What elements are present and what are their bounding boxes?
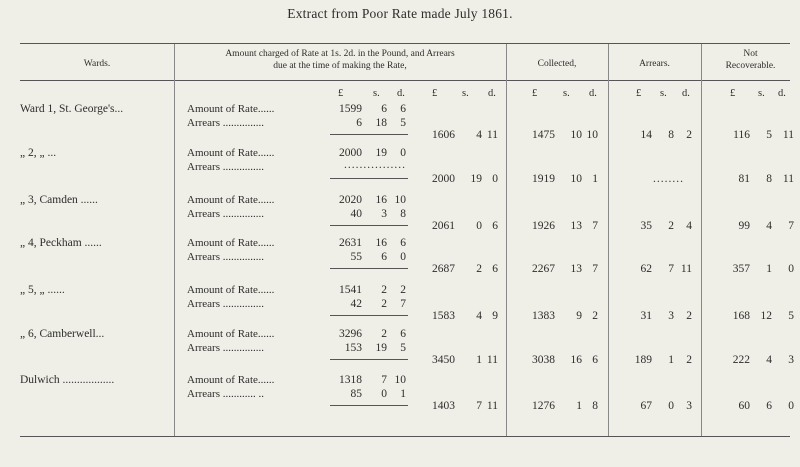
arrears-label: Arrears ............... (187, 298, 264, 310)
collected-pence: 7 (592, 263, 598, 275)
ward-name: „ 3, Camden ...... (20, 194, 98, 206)
sum-rule (330, 225, 408, 226)
unit-pence: d. (682, 88, 690, 99)
header-bottom-rule (20, 80, 790, 81)
collected-pounds: 1383 (532, 310, 555, 322)
arrears-due-pence: 1 (400, 388, 406, 400)
collected-shillings: 16 (570, 354, 582, 366)
column-divider (701, 44, 702, 436)
rate-pounds: 2020 (339, 194, 362, 206)
total-shillings: 1 (476, 354, 482, 366)
arrears-pounds: 35 (640, 220, 652, 232)
arrears-pounds: 67 (640, 400, 652, 412)
not-recoverable-shillings: 5 (766, 129, 772, 141)
rate-pounds: 1599 (339, 103, 362, 115)
unit-pence: d. (488, 88, 496, 99)
total-pence: 11 (486, 354, 498, 366)
column-divider (506, 44, 507, 436)
column-divider (174, 44, 175, 436)
ward-name: „ 2, „ ... (20, 147, 57, 159)
arrears-label: Arrears ............... (187, 208, 264, 220)
table-bottom-rule (20, 436, 790, 437)
amount-of-rate-label: Amount of Rate...... (187, 103, 275, 115)
total-pounds: 1403 (432, 400, 455, 412)
arrears-shillings: 8 (668, 129, 674, 141)
ward-name: Ward 1, St. George's... (20, 103, 124, 115)
rate-pence: 6 (400, 237, 406, 249)
arrears-due-shillings: 6 (381, 251, 387, 263)
arrears-due-shillings: 0 (381, 388, 387, 400)
arrears-pence: 11 (680, 263, 692, 275)
arrears-label: Arrears ............... (187, 117, 264, 129)
arrears-due-pence: 5 (400, 117, 406, 129)
not-recoverable-pence: 11 (782, 129, 794, 141)
not-recoverable-pounds: 357 (732, 263, 750, 275)
arrears-due-pounds: 40 (350, 208, 362, 220)
not-recoverable-shillings: 4 (766, 220, 772, 232)
not-recoverable-pence: 5 (788, 310, 794, 322)
total-pounds: 2000 (432, 173, 455, 185)
rate-shillings: 2 (381, 284, 387, 296)
rate-pence: 2 (400, 284, 406, 296)
total-pence: 6 (492, 263, 498, 275)
total-pence: 9 (492, 310, 498, 322)
not-recoverable-pence: 0 (788, 400, 794, 412)
collected-pence: 8 (592, 400, 598, 412)
arrears-pounds: 14 (640, 129, 652, 141)
sum-rule (330, 268, 408, 269)
collected-pence: 6 (592, 354, 598, 366)
collected-shillings: 13 (570, 263, 582, 275)
not-recoverable-pounds: 168 (732, 310, 750, 322)
total-shillings: 19 (470, 173, 482, 185)
arrears-pounds: 31 (640, 310, 652, 322)
total-pence: 6 (492, 220, 498, 232)
sum-rule (330, 134, 408, 135)
header-not-recoverable-line2: Recoverable. (725, 61, 776, 71)
unit-shillings: s. (563, 88, 570, 99)
not-recoverable-pounds: 60 (738, 400, 750, 412)
not-recoverable-pounds: 222 (732, 354, 750, 366)
collected-pounds: 1276 (532, 400, 555, 412)
amount-of-rate-label: Amount of Rate...... (187, 328, 275, 340)
ward-name: Dulwich .................. (20, 374, 115, 386)
unit-pounds: £ (338, 88, 344, 99)
unit-shillings: s. (660, 88, 667, 99)
rate-pence: 10 (394, 374, 406, 386)
header-collected: Collected, (537, 59, 577, 69)
rate-pounds: 1541 (339, 284, 362, 296)
arrears-due-pounds: 153 (344, 342, 362, 354)
ward-name: „ 5, „ ...... (20, 284, 65, 296)
header-not-recoverable-line1: Not (743, 49, 758, 59)
rate-pence: 6 (400, 328, 406, 340)
rate-shillings: 2 (381, 328, 387, 340)
rate-pounds: 2000 (339, 147, 362, 159)
total-pounds: 3450 (432, 354, 455, 366)
arrears-due-empty: ................ (344, 159, 406, 171)
rate-pence: 6 (400, 103, 406, 115)
not-recoverable-pounds: 116 (733, 129, 750, 141)
rate-pounds: 3296 (339, 328, 362, 340)
header-amount-line2: due at the time of making the Rate, (273, 61, 407, 71)
sum-rule (330, 405, 408, 406)
not-recoverable-shillings: 6 (766, 400, 772, 412)
total-pence: 11 (486, 129, 498, 141)
collected-pounds: 1926 (532, 220, 555, 232)
collected-pence: 10 (586, 129, 598, 141)
arrears-due-shillings: 19 (375, 342, 387, 354)
collected-pence: 1 (592, 173, 598, 185)
not-recoverable-shillings: 4 (766, 354, 772, 366)
arrears-due-pounds: 42 (350, 298, 362, 310)
arrears-due-pounds: 6 (356, 117, 362, 129)
arrears-due-shillings: 18 (375, 117, 387, 129)
not-recoverable-pence: 3 (788, 354, 794, 366)
arrears-due-shillings: 3 (381, 208, 387, 220)
collected-pounds: 2267 (532, 263, 555, 275)
arrears-pence: 4 (686, 220, 692, 232)
total-shillings: 4 (476, 129, 482, 141)
total-pounds: 1583 (432, 310, 455, 322)
collected-pounds: 1475 (532, 129, 555, 141)
amount-of-rate-label: Amount of Rate...... (187, 194, 275, 206)
not-recoverable-shillings: 12 (760, 310, 772, 322)
arrears-shillings: 2 (668, 220, 674, 232)
page-title: Extract from Poor Rate made July 1861. (287, 6, 513, 21)
arrears-due-pence: 5 (400, 342, 406, 354)
arrears-due-pounds: 55 (350, 251, 362, 263)
arrears-shillings: 1 (668, 354, 674, 366)
sum-rule (330, 315, 408, 316)
arrears-pounds: 189 (634, 354, 652, 366)
not-recoverable-pounds: 99 (738, 220, 750, 232)
collected-shillings: 10 (570, 129, 582, 141)
total-shillings: 2 (476, 263, 482, 275)
collected-shillings: 13 (570, 220, 582, 232)
total-pounds: 2687 (432, 263, 455, 275)
total-shillings: 0 (476, 220, 482, 232)
arrears-due-pounds: 85 (350, 388, 362, 400)
not-recoverable-pounds: 81 (738, 173, 750, 185)
not-recoverable-pence: 0 (788, 263, 794, 275)
amount-of-rate-label: Amount of Rate...... (187, 237, 275, 249)
column-divider (608, 44, 609, 436)
not-recoverable-shillings: 8 (766, 173, 772, 185)
collected-pence: 2 (592, 310, 598, 322)
arrears-pence: 2 (686, 354, 692, 366)
arrears-label: Arrears ............ .. (187, 388, 264, 400)
ward-name: „ 6, Camberwell... (20, 328, 105, 340)
rate-shillings: 16 (375, 237, 387, 249)
total-shillings: 7 (476, 400, 482, 412)
unit-pence: d. (589, 88, 597, 99)
unit-pence: d. (397, 88, 405, 99)
arrears-label: Arrears ............... (187, 342, 264, 354)
total-pounds: 2061 (432, 220, 455, 232)
not-recoverable-pence: 11 (782, 173, 794, 185)
arrears-due-pence: 0 (400, 251, 406, 263)
amount-of-rate-label: Amount of Rate...... (187, 374, 275, 386)
total-pence: 11 (486, 400, 498, 412)
arrears-shillings: 3 (668, 310, 674, 322)
amount-of-rate-label: Amount of Rate...... (187, 147, 275, 159)
rate-shillings: 19 (375, 147, 387, 159)
arrears-shillings: 0 (668, 400, 674, 412)
arrears-pence: 3 (686, 400, 692, 412)
sum-rule (330, 178, 408, 179)
total-pounds: 1606 (432, 129, 455, 141)
arrears-due-pence: 8 (400, 208, 406, 220)
unit-pounds: £ (636, 88, 642, 99)
arrears-label: Arrears ............... (187, 161, 264, 173)
unit-shillings: s. (462, 88, 469, 99)
collected-pounds: 1919 (532, 173, 555, 185)
ward-name: „ 4, Peckham ...... (20, 237, 102, 249)
arrears-label: Arrears ............... (187, 251, 264, 263)
collected-shillings: 9 (576, 310, 582, 322)
rate-pence: 0 (400, 147, 406, 159)
total-pence: 0 (492, 173, 498, 185)
arrears-pounds: 62 (640, 263, 652, 275)
unit-shillings: s. (373, 88, 380, 99)
table-top-rule (20, 43, 790, 44)
arrears-shillings: 7 (668, 263, 674, 275)
rate-pounds: 1318 (339, 374, 362, 386)
rate-shillings: 6 (381, 103, 387, 115)
rate-shillings: 16 (375, 194, 387, 206)
amount-of-rate-label: Amount of Rate...... (187, 284, 275, 296)
arrears-pence: 2 (686, 310, 692, 322)
arrears-pence: 2 (686, 129, 692, 141)
unit-pence: d. (778, 88, 786, 99)
not-recoverable-shillings: 1 (766, 263, 772, 275)
unit-shillings: s. (758, 88, 765, 99)
header-amount-line1: Amount charged of Rate at 1s. 2d. in the Pound, and Arrears (225, 49, 455, 59)
collected-pence: 7 (592, 220, 598, 232)
collected-shillings: 1 (576, 400, 582, 412)
total-shillings: 4 (476, 310, 482, 322)
rate-pence: 10 (394, 194, 406, 206)
header-wards: Wards. (83, 59, 111, 69)
header-arrears: Arrears. (639, 59, 670, 69)
rate-pounds: 2631 (339, 237, 362, 249)
arrears-empty: ........ (653, 173, 684, 185)
unit-pounds: £ (532, 88, 538, 99)
sum-rule (330, 359, 408, 360)
rate-shillings: 7 (381, 374, 387, 386)
not-recoverable-pence: 7 (788, 220, 794, 232)
collected-shillings: 10 (570, 173, 582, 185)
collected-pounds: 3038 (532, 354, 555, 366)
unit-pounds: £ (730, 88, 736, 99)
arrears-due-pence: 7 (400, 298, 406, 310)
arrears-due-shillings: 2 (381, 298, 387, 310)
unit-pounds: £ (432, 88, 438, 99)
